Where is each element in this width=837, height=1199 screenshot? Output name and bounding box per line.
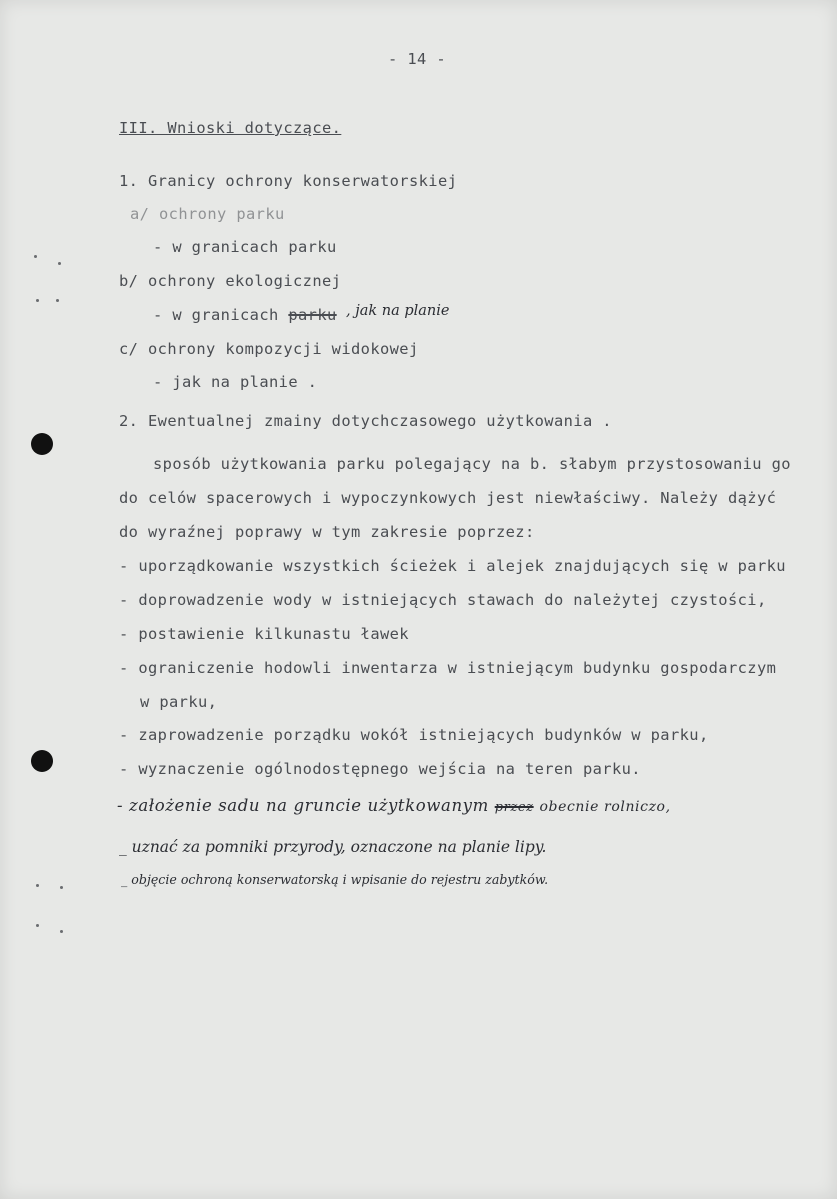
handwritten-line-1 — [117, 796, 671, 815]
paragraph-line-1: sposób użytkowania parku polegający na b. słabym przystosowaniu go — [153, 455, 791, 473]
section-heading: III. Wnioski dotyczące. — [119, 119, 342, 137]
handwritten-line-2: _ uznać za pomniki przyrody, oznaczone na planie lipy. — [119, 838, 547, 856]
page-number: - 14 - — [388, 50, 446, 68]
item-1-title: 1. Granicy ochrony konserwatorskiej — [119, 172, 458, 190]
margin-mark — [36, 299, 39, 302]
margin-mark — [58, 262, 61, 265]
item-2-title: 2. Ewentualnej zmainy dotychczasowego użytkowania . — [119, 412, 612, 430]
handwritten-line-3: _ objęcie ochroną konserwatorską i wpisanie do rejestru zabytków. — [121, 872, 549, 887]
paragraph-line-2: do celów spacerowych i wypoczynkowych jest niewłaściwy. Należy dążyć — [119, 489, 777, 507]
item-a-value: - w granicach parku — [153, 238, 337, 256]
item-c-label: c/ ochrony kompozycji widokowej — [119, 340, 419, 358]
item-b-handwritten-addition: , jak na planie — [346, 303, 450, 319]
list-item-4-continuation: w parku, — [140, 693, 218, 711]
list-item-6: - wyznaczenie ogólnodostępnego wejścia na teren parku. — [119, 760, 641, 778]
handwritten-struck-word: przez — [494, 800, 534, 815]
handwritten-line-1-end: obecnie rolniczo, — [539, 799, 671, 815]
list-item-1: - uporządkowanie wszystkich ścieżek i alejek znajdujących się w parku — [119, 557, 786, 575]
binder-hole-bottom — [31, 750, 53, 772]
paragraph-line-3: do wyraźnej poprawy w tym zakresie poprzez: — [119, 523, 535, 541]
list-item-3: - postawienie kilkunastu ławek — [119, 625, 409, 643]
list-item-5: - zaprowadzenie porządku wokół istniejących budynków w parku, — [119, 726, 709, 744]
margin-mark — [56, 299, 59, 302]
margin-mark — [36, 884, 39, 887]
margin-mark — [36, 924, 39, 927]
item-b-struck-word: parku — [288, 306, 337, 324]
margin-mark — [34, 255, 37, 258]
binder-hole-top — [31, 433, 53, 455]
item-b-value-prefix: - w granicach — [153, 306, 279, 324]
margin-mark — [60, 886, 63, 889]
margin-mark — [60, 930, 63, 933]
item-c-value: - jak na planie . — [153, 373, 318, 391]
list-item-2: - doprowadzenie wody w istniejących stawach do należytej czystości, — [119, 591, 767, 609]
handwritten-line-1-start: - założenie sadu na gruncie użytkowanym — [117, 796, 489, 815]
item-b-value — [153, 306, 337, 324]
item-a-label: a/ ochrony parku — [130, 205, 285, 223]
list-item-4: - ograniczenie hodowli inwentarza w istniejącym budynku gospodarczym — [119, 659, 777, 677]
item-b-label: b/ ochrony ekologicznej — [119, 272, 342, 290]
